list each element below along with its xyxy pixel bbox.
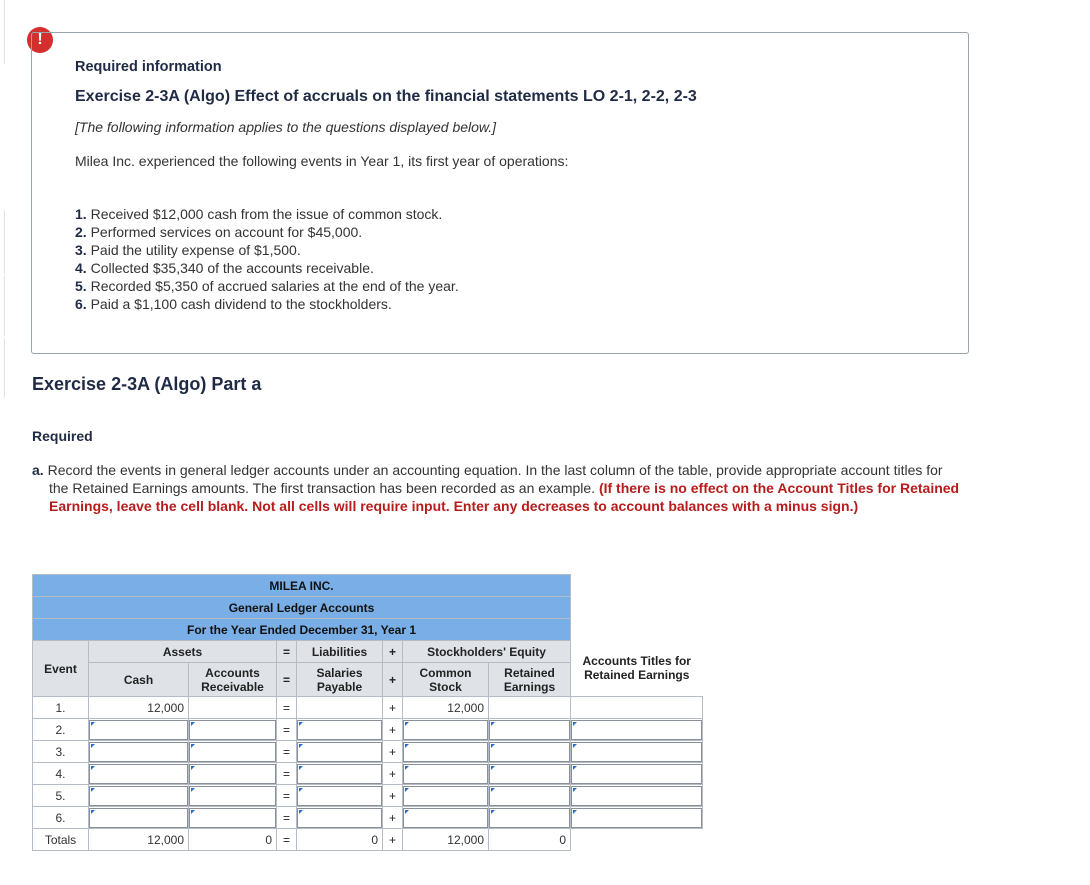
company-name: MILEA INC. (33, 575, 571, 597)
event-number: 4. (33, 763, 89, 785)
retained-earnings-input[interactable] (489, 786, 570, 806)
alert-icon: ! (27, 27, 53, 53)
account-title-select[interactable] (571, 742, 702, 762)
equals-sign: = (277, 807, 297, 829)
common-stock-input[interactable] (403, 786, 488, 806)
plus-sign: + (383, 719, 403, 741)
column-header-salaries-payable: Salaries Payable (297, 663, 383, 697)
cash-input[interactable] (89, 764, 188, 784)
required-heading: Required (32, 428, 93, 444)
common-stock-input[interactable] (403, 808, 488, 828)
part-title: Exercise 2-3A (Algo) Part a (32, 374, 262, 394)
salaries-value (297, 697, 383, 719)
group-header-equity: Stockholders' Equity (403, 641, 571, 663)
retained-earnings-input[interactable] (489, 720, 570, 740)
table-row (33, 763, 703, 785)
equals-sign: = (277, 663, 297, 697)
retained-earnings-input[interactable] (489, 742, 570, 762)
column-header-account-titles: Accounts Titles for Retained Earnings (571, 641, 703, 697)
cash-input[interactable] (89, 742, 188, 762)
common-stock-input[interactable] (403, 720, 488, 740)
total-cash: 12,000 (89, 829, 189, 851)
list-item: 3. Paid the utility expense of $1,500. (75, 242, 301, 258)
plus-sign: + (383, 807, 403, 829)
table-period: For the Year Ended December 31, Year 1 (33, 619, 571, 641)
event-number: 6. (33, 807, 89, 829)
equals-sign: = (277, 763, 297, 785)
totals-row (33, 829, 703, 851)
left-divider (0, 338, 5, 398)
list-item: 2. Performed services on account for $45,000. (75, 224, 363, 240)
accounts-receivable-input[interactable] (189, 742, 276, 762)
total-accounts-receivable: 0 (189, 829, 277, 851)
account-title-value (571, 697, 703, 719)
account-title-select[interactable] (571, 808, 702, 828)
cash-input[interactable] (89, 720, 188, 740)
equals-sign: = (277, 785, 297, 807)
plus-sign: + (383, 763, 403, 785)
account-title-select[interactable] (571, 764, 702, 784)
equals-sign: = (277, 641, 297, 663)
salaries-payable-input[interactable] (297, 742, 382, 762)
totals-label: Totals (33, 829, 89, 851)
list-item: 5. Recorded $5,350 of accrued salaries at the end of the year. (75, 278, 459, 294)
list-item: 1. Received $12,000 cash from the issue of common stock. (75, 206, 443, 222)
retained-earnings-input[interactable] (489, 764, 570, 784)
ar-value (189, 697, 277, 719)
left-divider (0, 0, 5, 64)
list-item: 6. Paid a $1,100 cash dividend to the stockholders. (75, 296, 392, 312)
column-header-accounts-receivable: Accounts Receivable (189, 663, 277, 697)
group-header-liabilities: Liabilities (297, 641, 383, 663)
event-number: 3. (33, 741, 89, 763)
table-row (33, 697, 703, 719)
common-stock-input[interactable] (403, 764, 488, 784)
equals-sign: = (277, 719, 297, 741)
retained-earnings-input[interactable] (489, 808, 570, 828)
salaries-payable-input[interactable] (297, 764, 382, 784)
instruction-text: Record the events in general ledger accounts under an accounting equation. In the last column of the table, provide appropriate account titles for the Retained Earnings amounts. The first transaction has been recorded as an example. (47, 462, 943, 496)
table-row (33, 719, 703, 741)
instructions (32, 461, 962, 515)
plus-sign: + (383, 641, 403, 663)
group-header-assets: Assets (89, 641, 277, 663)
event-number: 2. (33, 719, 89, 741)
event-number: 5. (33, 785, 89, 807)
cash-value: 12,000 (89, 697, 189, 719)
table-title: General Ledger Accounts (33, 597, 571, 619)
cash-input[interactable] (89, 786, 188, 806)
total-common-stock: 12,000 (403, 829, 489, 851)
event-number: 1. (33, 697, 89, 719)
info-note: [The following information applies to the questions displayed below.] (75, 119, 497, 135)
column-header-retained-earnings: Retained Earnings (489, 663, 571, 697)
instruction-emphasis: (If there is no effect on the Account Titles for Retained Earnings, leave the cell blank. Not all cells will require input. Enter any decreases to account balances with a minus sign.) (49, 480, 960, 514)
common-stock-value: 12,000 (403, 697, 489, 719)
table-row (33, 741, 703, 763)
accounts-receivable-input[interactable] (189, 720, 276, 740)
account-title-select[interactable] (571, 720, 702, 740)
equals-sign: = (277, 829, 297, 851)
salaries-payable-input[interactable] (297, 720, 382, 740)
accounts-receivable-input[interactable] (189, 764, 276, 784)
retained-earnings-value (489, 697, 571, 719)
salaries-payable-input[interactable] (297, 786, 382, 806)
equals-sign: = (277, 741, 297, 763)
left-divider (0, 210, 5, 274)
cash-input[interactable] (89, 808, 188, 828)
plus-sign: + (383, 829, 403, 851)
account-title-select[interactable] (571, 786, 702, 806)
column-header-common-stock: Common Stock (403, 663, 489, 697)
exercise-title: Exercise 2-3A (Algo) Effect of accruals on the financial statements LO 2-1, 2-2, 2-3 (75, 88, 697, 105)
equals-sign: = (277, 697, 297, 719)
info-intro: Milea Inc. experienced the following events in Year 1, its first year of operations: (75, 153, 569, 169)
list-item: 4. Collected $35,340 of the accounts receivable. (75, 260, 374, 276)
total-retained-earnings: 0 (489, 829, 571, 851)
general-ledger-table (32, 574, 703, 851)
event-list (75, 205, 459, 313)
plus-sign: + (383, 741, 403, 763)
table-row (33, 807, 703, 829)
common-stock-input[interactable] (403, 742, 488, 762)
plus-sign: + (383, 697, 403, 719)
plus-sign: + (383, 663, 403, 697)
table-row (33, 785, 703, 807)
accounts-receivable-input[interactable] (189, 786, 276, 806)
column-header-cash: Cash (89, 663, 189, 697)
plus-sign: + (383, 785, 403, 807)
salaries-payable-input[interactable] (297, 808, 382, 828)
left-divider (0, 276, 5, 336)
accounts-receivable-input[interactable] (189, 808, 276, 828)
total-salaries-payable: 0 (297, 829, 383, 851)
column-header-event: Event (33, 641, 89, 697)
required-information-box (31, 32, 969, 354)
required-information-heading: Required information (75, 59, 222, 75)
instruction-label: a. (32, 462, 44, 478)
